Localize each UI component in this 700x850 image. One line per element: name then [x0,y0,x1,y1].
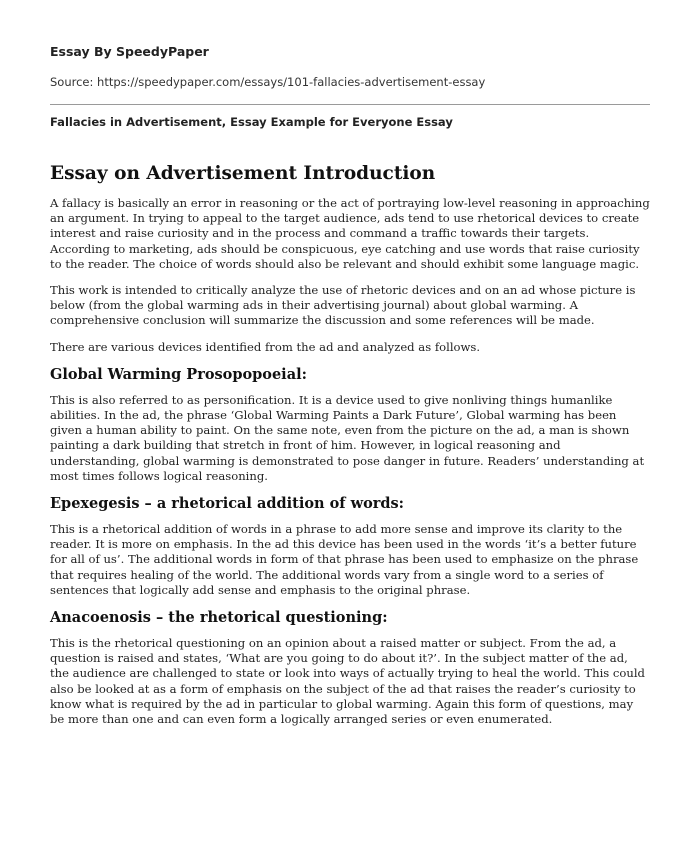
intro-paragraph: There are various devices identified from the ad and analyzed as follows. [50,339,481,354]
section-heading: Anacoenosis – the rhetorical questioning: [50,609,388,627]
main-heading: Essay on Advertisement Introduction [50,163,436,184]
header-divider [50,104,650,105]
intro-paragraph: A fallacy is basically an error in reasoning or the act of portraying low-level reasoning in approaching an argument. In trying to appeal to the target audience, ads tend to use rhetorical devices to create interest and raise curiosity and in the process and command a traffic towards their targets. According to marketing, ads should be conspicuous, eye catching and use words that raise curiosity to the reader. The choice of words should also be relevant and should exhibit some language magic. [50,196,650,271]
site-header [50,0,650,90]
document-title: Fallacies in Advertisement, Essay Example for Everyone Essay [50,115,453,129]
section-paragraph: This is the rhetorical questioning on an opinion about a raised matter or subject. From the ad, a question is raised and states, ‘What are you going to do about it?’. In the subject matter of the ad, the audience are challenged to state or look into ways of actually trying to heal the world. This could also be looked at as a form of emphasis on the subject of the ad that raises the reader’s curiosity to know what is required by the ad in particular to global warming. Again this form of questions, may be more than one and can even form a logically arranged series or even enumerated. [50,636,645,727]
brand-title: Essay By SpeedyPaper [50,44,209,59]
section-paragraph: This is a rhetorical addition of words in a phrase to add more sense and improve its clarity to the reader. It is more on emphasis. In the ad this device has been used in the words ‘it’s a better future for all of us’. The additional words in form of that phrase has been used to emphasize on the phrase that requires healing of the world. The additional words vary from a single word to a series of sentences that logically add sense and emphasis to the original phrase. [50,522,639,597]
intro-paragraph: This work is intended to critically analyze the use of rhetoric devices and on an ad whose picture is below (from the global warming ads in their advertising journal) about global warming. A comprehensive conclusion will summarize the discussion and some references will be made. [50,283,636,328]
section-heading: Epexegesis – a rhetorical addition of words: [50,495,405,513]
source-line: Source: https://speedypaper.com/essays/101-fallacies-advertisement-essay [50,75,486,89]
section-paragraph: This is also referred to as personification. It is a device used to give nonliving things humanlike abilities. In the ad, the phrase ‘Global Warming Paints a Dark Future’, Global warming has been given a human ability to paint. On the same note, even from the picture on the ad, a man is shown painting a dark building that stretch in front of him. However, in logical reasoning and understanding, global warming is demonstrated to pose danger in future. Readers’ understanding at most times follows logical reasoning. [50,392,645,483]
section-heading: Global Warming Prosopopoeial: [50,365,307,383]
